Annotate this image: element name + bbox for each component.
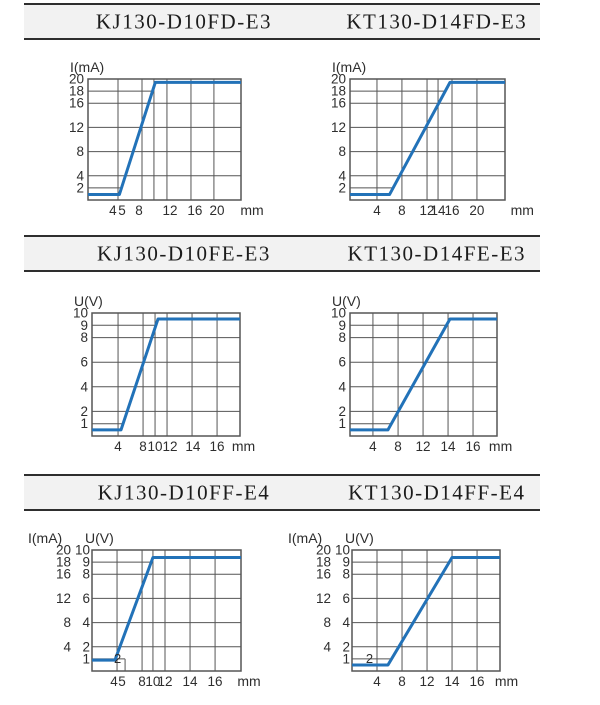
y-tick-label: 9: [80, 317, 88, 333]
x-tick-label: 4: [369, 439, 377, 454]
y-tick-label: 6: [342, 590, 350, 606]
x-unit-label: mm: [240, 202, 264, 218]
y-tick-label: 9: [342, 554, 350, 570]
y-tick-label: 16: [315, 566, 331, 582]
x-tick-label: 8: [398, 674, 406, 689]
model-title-kt130-d14fe-e3: KT130-D14FE-E3: [347, 241, 527, 265]
y-tick-label: 9: [82, 554, 90, 570]
y-tick-label: 8: [80, 330, 88, 346]
y-tick-label: 2: [80, 403, 88, 419]
y-tick-label: 2: [338, 180, 346, 196]
y-tick-label: 8: [76, 144, 84, 160]
y-tick-label: 2: [342, 639, 350, 655]
y-tick-label: 20: [330, 71, 346, 87]
x-tick-label: 16: [207, 674, 223, 689]
x-tick-label: 8: [139, 439, 147, 454]
x-tick-label: 4: [373, 203, 381, 218]
y-tick-label: 8: [338, 144, 346, 160]
y-axis-title: I(mA): [288, 530, 323, 546]
x-tick-label: 12: [419, 674, 435, 689]
chart-kj130-d10fd-e3: [18, 55, 277, 229]
y-tick-label: 10: [334, 542, 350, 558]
x-unit-label: mm: [231, 438, 256, 454]
response-curve: [92, 558, 241, 661]
y-tick-label: 18: [330, 83, 346, 99]
y-tick-label: 2: [76, 180, 84, 196]
x-tick-label: 4: [373, 674, 381, 689]
y-tick-label: 16: [330, 95, 346, 111]
y-tick-label: 12: [68, 119, 84, 135]
x-tick-label: 4: [110, 674, 118, 689]
chart-canvas: [280, 55, 541, 224]
x-tick-label: 5: [118, 203, 126, 218]
x-tick-label: 14: [444, 674, 460, 689]
x-tick-label: 20: [469, 203, 485, 218]
y-axis-title: I(mA): [70, 59, 105, 75]
y-tick-label: 4: [323, 639, 331, 655]
y-tick-label: 6: [80, 354, 88, 370]
inline-annotation: 2: [365, 651, 374, 667]
y-tick-label: 4: [342, 615, 350, 631]
x-tick-label: 8: [135, 203, 143, 218]
y-tick-label: 4: [338, 379, 346, 395]
section-header-3: [24, 474, 540, 511]
x-tick-label: 12: [157, 674, 173, 689]
x-tick-label: 16: [469, 674, 485, 689]
plot-border: [92, 313, 240, 436]
section-header-1: [24, 3, 540, 40]
x-tick-label: 8: [138, 674, 146, 689]
y-tick-label: 8: [63, 615, 71, 631]
x-tick-label: 12: [419, 203, 435, 218]
model-title-kt130-d14ff-e4: KT130-D14FF-E4: [348, 480, 526, 504]
model-title-kj130-d10fe-e3: KJ130-D10FE-E3: [97, 241, 271, 265]
y-tick-label: 16: [68, 95, 84, 111]
model-title-kt130-d14fd-e3: KT130-D14FD-E3: [346, 9, 528, 33]
y-tick-label: 12: [55, 590, 71, 606]
y-tick-label: 4: [63, 639, 71, 655]
y-tick-label: 6: [338, 354, 346, 370]
y-tick-label: 18: [68, 83, 84, 99]
x-tick-label: 16: [209, 439, 225, 454]
chart-canvas: [22, 289, 276, 460]
y-tick-label: 18: [315, 554, 331, 570]
chart-canvas: [22, 526, 277, 695]
y-tick-label: 20: [68, 71, 84, 87]
y-axis-title: I(mA): [332, 59, 367, 75]
x-tick-label: 20: [209, 203, 225, 218]
y-tick-label: 8: [338, 330, 346, 346]
y-tick-label: 8: [342, 566, 350, 582]
x-tick-label: 8: [398, 203, 406, 218]
y-tick-label: 20: [55, 542, 71, 558]
y-tick-label: 4: [338, 168, 346, 184]
model-title-kj130-d10ff-e4: KJ130-D10FF-E4: [97, 480, 271, 504]
model-title-kj130-d10fd-e3: KJ130-D10FD-E3: [95, 9, 273, 33]
y-tick-label: 4: [76, 168, 84, 184]
y-axis-title: U(V): [74, 293, 103, 309]
y-tick-label: 10: [72, 305, 88, 321]
x-tick-label: 12: [162, 203, 178, 218]
chart-kj130-d10fe-e3: [22, 289, 276, 465]
y-tick-label: 1: [82, 651, 90, 667]
y-tick-label: 4: [80, 379, 88, 395]
y-tick-label: 10: [330, 305, 346, 321]
y-tick-label: 9: [338, 317, 346, 333]
response-curve: [92, 319, 240, 430]
y-tick-label: 12: [315, 590, 331, 606]
y-tick-label: 6: [82, 590, 90, 606]
y-axis-title: I(mA): [28, 530, 63, 546]
chart-canvas: [282, 526, 536, 695]
x-tick-label: 10: [147, 439, 163, 454]
x-unit-label: mm: [510, 202, 534, 218]
y-tick-label: 8: [323, 615, 331, 631]
x-tick-label: 16: [187, 203, 203, 218]
y-tick-label: 2: [338, 403, 346, 419]
x-tick-label: 14: [182, 674, 198, 689]
x-tick-label: 16: [444, 203, 460, 218]
chart-kt130-d14fe-e3: [280, 289, 533, 465]
inline-annotation: 2: [114, 651, 122, 667]
x-tick-label: 8: [394, 439, 402, 454]
y-axis-title: U(V): [332, 293, 361, 309]
y-tick-label: 20: [315, 542, 331, 558]
y-tick-label: 10: [74, 542, 90, 558]
y-tick-label: 18: [55, 554, 71, 570]
y-tick-label: 1: [338, 416, 346, 432]
x-unit-label: mm: [488, 438, 513, 454]
y-axis-title: U(V): [345, 530, 374, 546]
x-tick-label: 5: [118, 674, 126, 689]
plot-border: [352, 550, 500, 671]
x-tick-label: 14: [440, 439, 456, 454]
x-tick-label: 4: [109, 203, 117, 218]
x-tick-label: 16: [465, 439, 481, 454]
y-tick-label: 8: [82, 566, 90, 582]
y-tick-label: 1: [80, 416, 88, 432]
x-tick-label: 14: [430, 203, 446, 218]
x-tick-label: 10: [145, 674, 161, 689]
chart-kj130-d10ff-e4: [22, 526, 277, 700]
x-tick-label: 12: [162, 439, 178, 454]
chart-canvas: [18, 55, 277, 224]
section-header-2: [24, 235, 540, 272]
x-unit-label: mm: [237, 673, 261, 689]
plot-border: [88, 79, 241, 200]
response-curve: [88, 82, 241, 194]
x-tick-label: 12: [415, 439, 431, 454]
y-axis-title: U(V): [85, 530, 114, 546]
y-tick-label: 12: [330, 119, 346, 135]
y-tick-label: 16: [55, 566, 71, 582]
x-tick-label: 4: [114, 439, 122, 454]
y-tick-label: 1: [342, 651, 350, 667]
y-tick-label: 4: [82, 615, 90, 631]
chart-kt130-d14fd-e3: [280, 55, 541, 229]
chart-canvas: [280, 289, 533, 460]
response-curve: [352, 558, 500, 665]
y-tick-label: 2: [82, 639, 90, 655]
x-unit-label: mm: [494, 673, 519, 689]
x-tick-label: 14: [185, 439, 201, 454]
chart-kt130-d14ff-e4: [282, 526, 536, 700]
